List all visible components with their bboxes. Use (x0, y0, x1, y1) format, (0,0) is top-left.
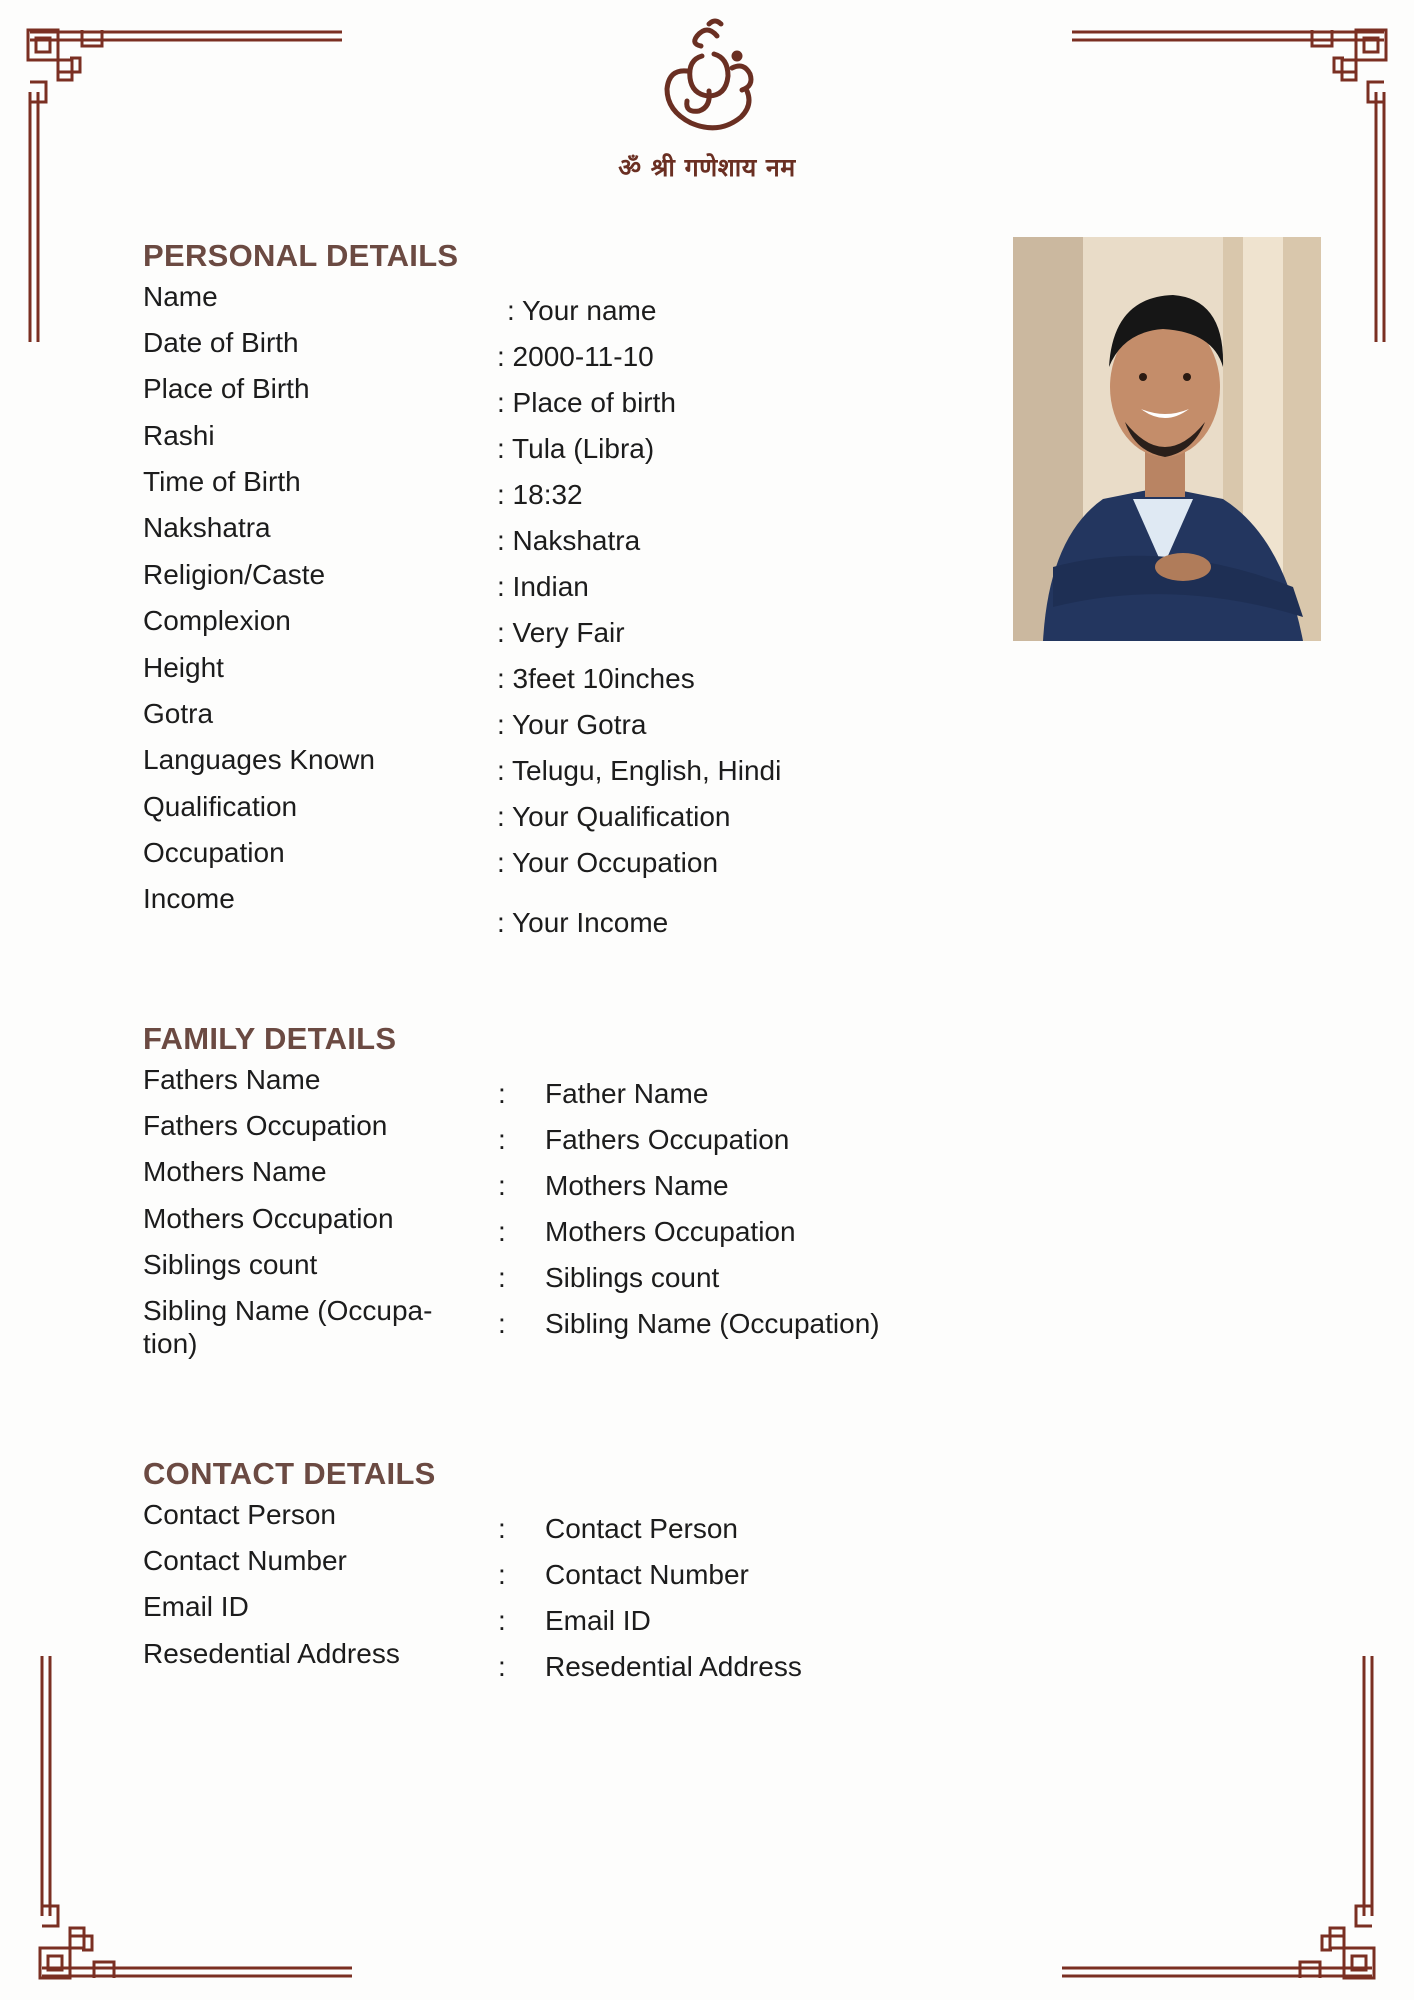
field-colon: : (498, 1216, 506, 1247)
field-value: : Tula (Libra) (497, 433, 655, 464)
field-colon: : (498, 1559, 506, 1590)
field-colon: : (498, 1605, 506, 1636)
field-value: : Very Fair (497, 617, 625, 648)
field-value: : Your Qualification (497, 801, 731, 832)
field-label: Occupation (143, 837, 285, 868)
field-colon: : (498, 1170, 506, 1201)
field-colon: : (498, 1078, 506, 1109)
field-label: Income (143, 883, 235, 914)
corner-ornament-bottom-right (1052, 1646, 1392, 1986)
field-label: Rashi (143, 420, 215, 451)
section-title-personal: PERSONAL DETAILS (143, 238, 459, 273)
field-value: Contact Number (545, 1559, 749, 1590)
field-colon: : (498, 1513, 506, 1544)
field-value: : Telugu, English, Hindi (497, 755, 782, 786)
field-label: Time of Birth (143, 466, 301, 497)
field-value: Email ID (545, 1605, 651, 1636)
field-label: Fathers Name (143, 1064, 321, 1095)
section-title-family: FAMILY DETAILS (143, 1021, 397, 1056)
header (0, 16, 1414, 184)
section-title-contact: CONTACT DETAILS (143, 1456, 436, 1491)
field-value: : Your name (507, 295, 657, 326)
field-value: : Nakshatra (497, 525, 641, 556)
field-value: Contact Person (545, 1513, 738, 1544)
field-label: Contact Number (143, 1545, 347, 1576)
field-label: Contact Person (143, 1499, 336, 1530)
field-label: Mothers Name (143, 1156, 327, 1187)
personal-details-list (143, 280, 973, 960)
field-value: : Indian (497, 571, 589, 602)
field-label: Nakshatra (143, 512, 271, 543)
field-label: Resedential Address (143, 1638, 400, 1669)
field-label: Date of Birth (143, 327, 299, 358)
field-label: Siblings count (143, 1249, 318, 1280)
contact-details-section (143, 1456, 973, 1682)
field-label: Complexion (143, 605, 291, 636)
field-colon: : (498, 1308, 506, 1339)
field-value: : 2000-11-10 (497, 341, 654, 372)
invocation-text: ॐ श्री गणेशाय नम (618, 153, 796, 182)
family-details-section (143, 1021, 973, 1359)
corner-ornament-bottom-left (22, 1646, 362, 1986)
field-value: : Your Occupation (497, 847, 719, 878)
field-label: Religion/Caste (143, 559, 326, 590)
field-label: Sibling Name (Occupa- tion) (143, 1295, 433, 1359)
field-label: Place of Birth (143, 373, 310, 404)
ganesha-om-icon (647, 16, 767, 146)
field-value: Father Name (545, 1078, 709, 1109)
field-value: : 3feet 10inches (497, 663, 695, 694)
field-value: Sibling Name (Occupation) (545, 1308, 880, 1339)
field-colon: : (498, 1262, 506, 1293)
field-value: : Place of birth (497, 387, 676, 418)
field-label: Mothers Occupation (143, 1203, 394, 1234)
field-label: Qualification (143, 791, 298, 822)
field-value: : Your Gotra (497, 709, 647, 740)
field-value: Siblings count (545, 1262, 720, 1293)
field-label: Name (143, 281, 218, 312)
profile-photo (1013, 237, 1321, 641)
field-colon: : (498, 1124, 506, 1155)
field-value: : Your Income (497, 907, 669, 938)
field-label: Email ID (143, 1591, 249, 1622)
field-value: Mothers Occupation (545, 1216, 796, 1247)
field-label: Height (143, 652, 224, 683)
field-label: Gotra (143, 698, 214, 729)
field-colon: : (498, 1651, 506, 1682)
field-label: Fathers Occupation (143, 1110, 388, 1141)
field-value: Resedential Address (545, 1651, 802, 1682)
personal-details-section (143, 238, 973, 960)
field-value: : 18:32 (497, 479, 583, 510)
field-label: Languages Known (143, 744, 375, 775)
field-value: Fathers Occupation (545, 1124, 790, 1155)
field-value: Mothers Name (545, 1170, 729, 1201)
